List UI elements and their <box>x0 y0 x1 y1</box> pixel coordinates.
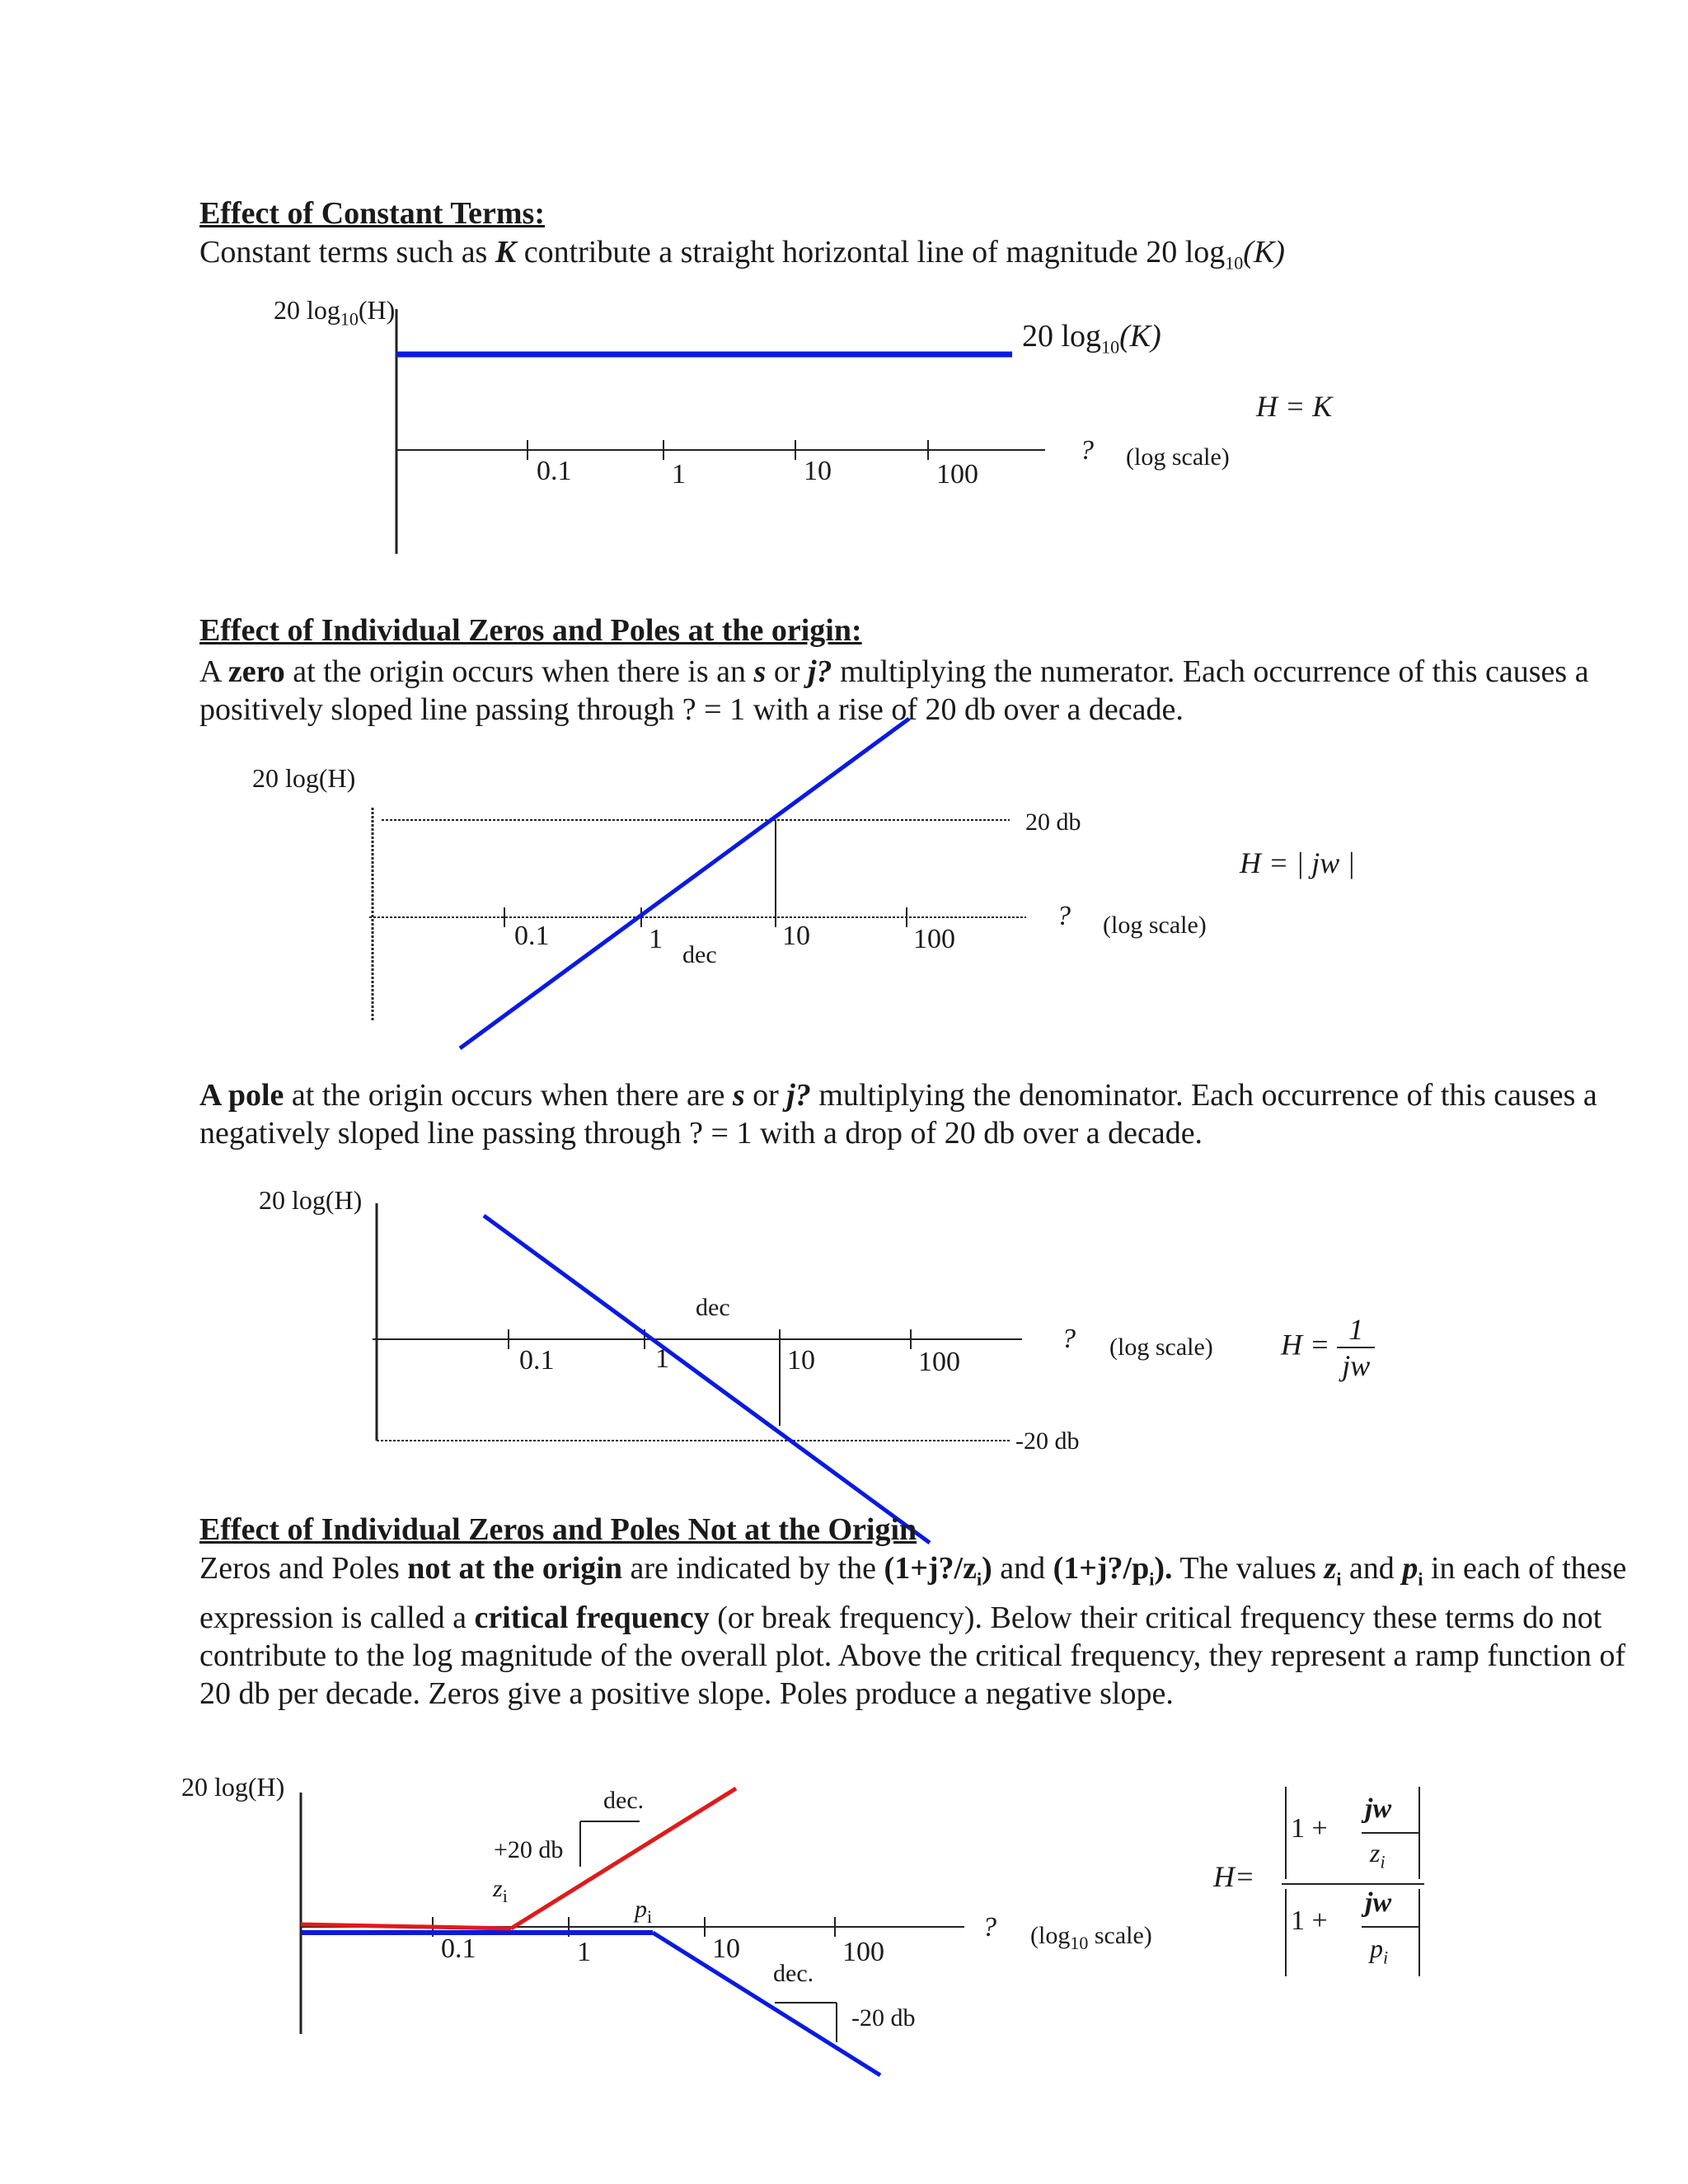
section3-heading: Effect of Individual Zeros and Poles Not at the Origin <box>199 1512 917 1547</box>
fig3-ylabel: 20 log(H) <box>259 1185 363 1215</box>
fig3-tick-label-10: 10 <box>787 1345 815 1376</box>
section3-text: Zeros and Poles not at the origin are indicated by the $(1+j?/z_i)$ and $(1+j?/p_i)$. The values $z_i$ and $p_i$ in each of these expression is called a critical frequency (or break frequency). Below their critical frequency these terms do not contribute to the log magnitude of the overall plot. Above the critical frequency, they represent a ramp function of 20 db per decade. Zeros give a positive slope. Poles produce a negative slope. <box>199 1551 1627 1711</box>
fig4-formula-lhs: H= <box>1213 1860 1255 1893</box>
fig4-num-top: jw <box>1365 1793 1392 1824</box>
fig4-pi-label: $p_i$ <box>635 1896 653 1927</box>
section2-zero-text: A zero at the origin occurs when there is an s or j? multiplying the numerator. Each occurrence of this causes a positively sloped line passing through ? = 1 with a rise of 20 db over a decade. <box>199 654 1589 727</box>
fig2-level-label: 20 db <box>1025 808 1081 836</box>
fig4-plus20-label: +20 db <box>494 1836 564 1863</box>
fig4-num-bot: $z_i$ <box>1370 1838 1386 1872</box>
fig3-omega: ? <box>1062 1324 1076 1354</box>
fig4-scale: ($\log_{10}$ scale) <box>1030 1922 1152 1953</box>
fig1-tick-label-100: 100 <box>936 459 978 490</box>
fig3-level-label: -20 db <box>1015 1427 1080 1455</box>
fig4-dec-bottom-label: dec. <box>773 1960 814 1987</box>
fig1-omega: ? <box>1080 435 1094 466</box>
fig4-num-one: 1 + <box>1291 1813 1328 1844</box>
fig1-line-label: 20 $\log_{10}(K)$ <box>1022 319 1161 358</box>
fig3-tick-label-100: 100 <box>918 1347 960 1377</box>
fig4-tick-label-100: 100 <box>842 1937 884 1967</box>
fig4-ylabel: 20 log(H) <box>181 1772 285 1802</box>
fig2-scale: (log scale) <box>1103 912 1207 939</box>
fig3-scale: (log scale) <box>1109 1333 1213 1361</box>
fig3-formula: H = $\frac{1}{jw}$ <box>1281 1312 1375 1383</box>
fig4-tick-label-0.1: 0.1 <box>441 1933 476 1964</box>
fig2-tick-label-0.1: 0.1 <box>514 921 550 951</box>
fig1-tick-label-0.1: 0.1 <box>537 456 572 486</box>
fig4-zi-label: $z_i$ <box>493 1875 508 1906</box>
fig2-tick-label-10: 10 <box>782 921 810 951</box>
fig2-omega: ? <box>1057 901 1071 931</box>
fig1-scale: (log scale) <box>1126 443 1230 471</box>
fig4-tick-label-1: 1 <box>577 1937 591 1967</box>
fig1-formula: H = K <box>1256 390 1333 423</box>
section1-text: Constant terms such as K contribute a straight horizontal line of magnitude 20 $\log_{10}(K)$ <box>199 235 1285 274</box>
fig1-tick-label-10: 10 <box>804 456 832 486</box>
fig3-dec-label: dec <box>696 1294 730 1321</box>
fig1-ylabel: 20 $\log_{10}(H)$ <box>274 295 396 330</box>
fig4-den-top: jw <box>1365 1887 1392 1918</box>
fig1-tick-label-1: 1 <box>672 459 686 490</box>
fig4-den-one: 1 + <box>1291 1905 1328 1936</box>
fig2-ylabel: 20 log(H) <box>252 763 356 793</box>
fig4-den-bot: $p_i$ <box>1370 1933 1389 1968</box>
fig2-tick-label-100: 100 <box>913 924 955 954</box>
fig4-omega: ? <box>982 1912 996 1943</box>
fig4-minus20-label: -20 db <box>851 2004 916 2032</box>
fig4-tick-label-10: 10 <box>712 1933 740 1964</box>
section2-pole-text: A pole at the origin occurs when there are s or j? multiplying the denominator. Each occurrence of this causes a negatively sloped line passing through ? = 1 with a drop of 20 db over a decade. <box>199 1078 1597 1151</box>
fig3-tick-label-1: 1 <box>655 1343 669 1374</box>
fig2-dec-label: dec <box>682 941 717 968</box>
section1-heading: Effect of Constant Terms: <box>199 196 546 231</box>
fig2-tick-label-1: 1 <box>649 924 663 954</box>
fig4-dec-top-label: dec. <box>603 1787 645 1814</box>
section2-heading: Effect of Individual Zeros and Poles at the origin: <box>199 613 862 648</box>
fig2-formula: H = | jw | <box>1240 846 1356 879</box>
fig3-tick-label-0.1: 0.1 <box>519 1345 555 1376</box>
